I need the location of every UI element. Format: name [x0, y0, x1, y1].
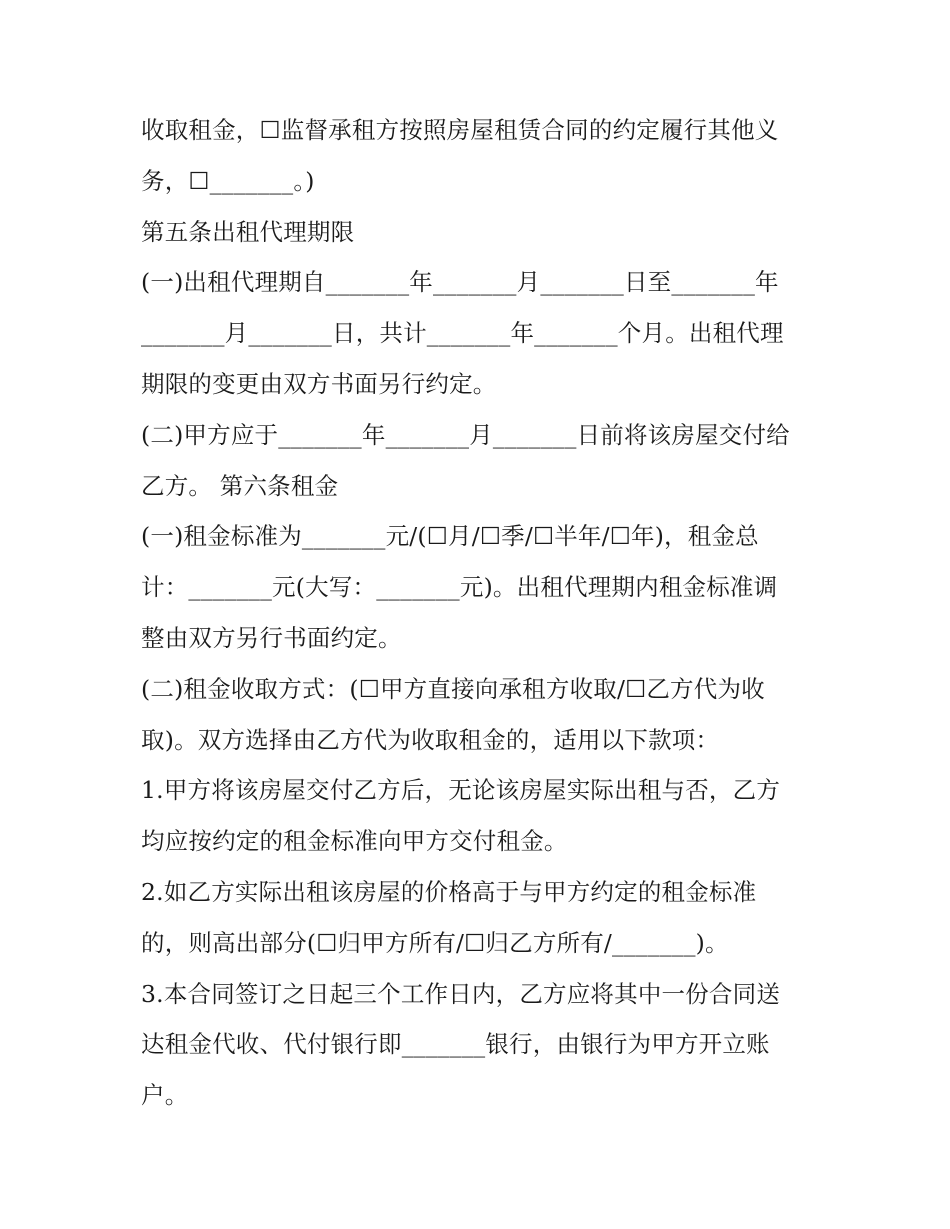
text-line: (一)租金标准为_______元/(☐月/☐季/☐半年/☐年)，租金总: [141, 522, 759, 551]
text-line: (一)出租代理期自_______年_______月_______日至_______年: [141, 268, 779, 297]
text-line: 收取租金，☐监督承租方按照房屋租赁合同的约定履行其他义: [141, 116, 779, 144]
text-line: 务，☐_______。): [141, 166, 315, 195]
text-line: 整由双方另行书面约定。: [141, 623, 402, 652]
text-line: 乙方。 第六条租金: [141, 471, 339, 500]
text-line: 期限的变更由双方书面另行约定。: [141, 369, 497, 398]
text-line: 3.本合同签订之日起三个工作日内，乙方应将其中一份合同送: [141, 979, 781, 1008]
text-line: 均应按约定的租金标准向甲方交付租金。: [141, 827, 568, 856]
text-line: 的，则高出部分(☐归甲方所有/☐归乙方所有/_______)。: [141, 928, 729, 957]
text-line: 计：_______元(大写：_______元)。出租代理期内租金标准调: [141, 573, 778, 602]
text-line: 户。: [141, 1081, 189, 1110]
text-line: _______月_______日，共计_______年_______个月。出租代理: [141, 319, 784, 348]
text-line: (二)甲方应于_______年_______月_______日前将该房屋交付给: [141, 420, 790, 449]
document-body: [141, 105, 821, 1121]
text-line: (二)租金收取方式：(☐甲方直接向承租方收取/☐乙方代为收: [141, 674, 765, 703]
text-line: 取)。双方选择由乙方代为收取租金的，适用以下款项：: [141, 725, 720, 754]
text-line: 1.甲方将该房屋交付乙方后，无论该房屋实际出租与否，乙方: [141, 776, 781, 805]
text-line: 2.如乙方实际出租该房屋的价格高于与甲方约定的租金标准: [141, 877, 757, 906]
text-line: 达租金代收、代付银行即_______银行，由银行为甲方开立账: [141, 1030, 770, 1059]
section-heading: 第五条出租代理期限: [141, 217, 355, 246]
